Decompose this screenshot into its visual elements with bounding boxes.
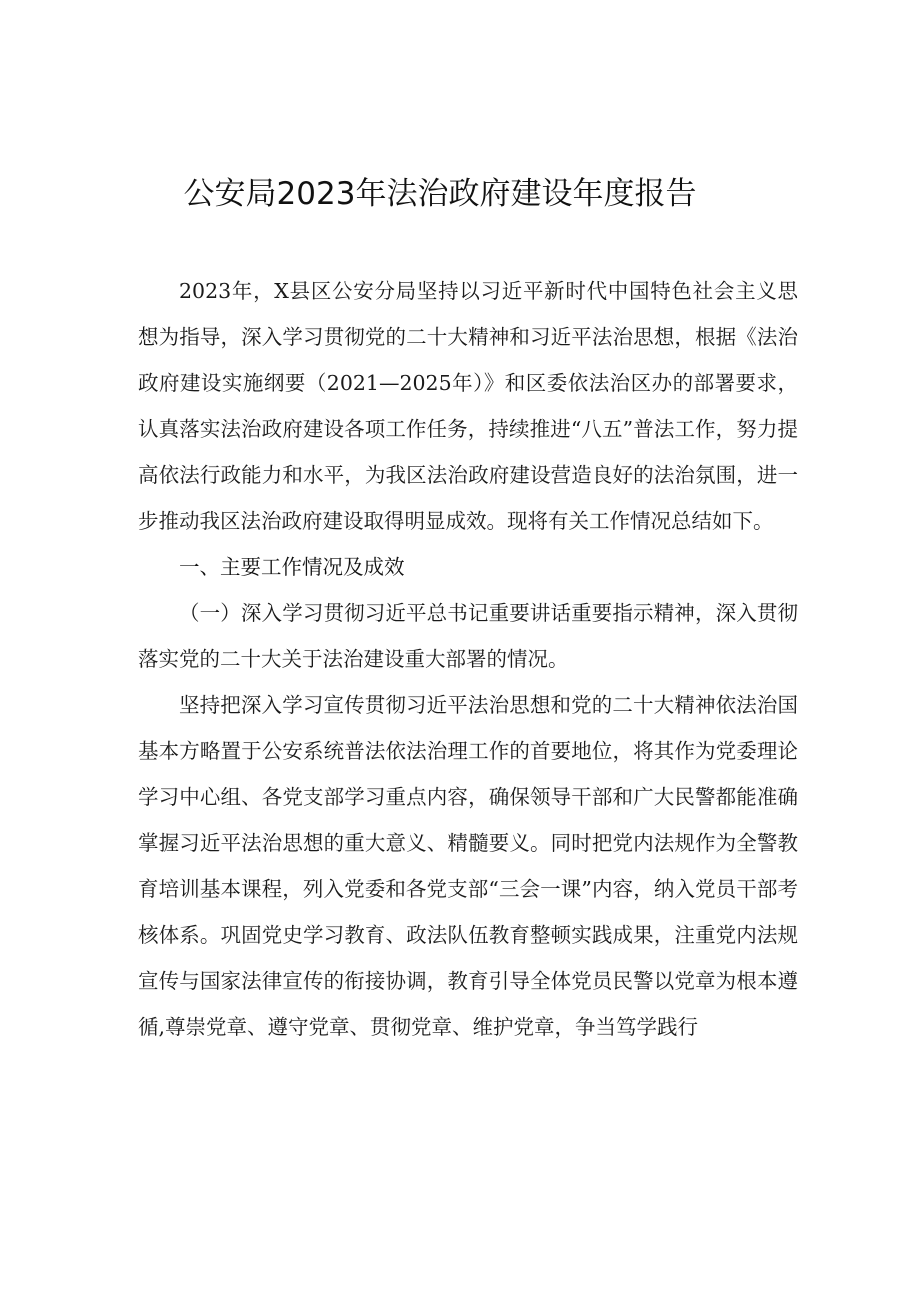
body-paragraph: 坚持把深入学习宣传贯彻习近平法治思想和党的二十大精神依法治国基本方略置于公安系统普法依法治理工作的首要地位，将其作为党委理论学习中心组、各党支部学习重点内容，确保领导干部和广大民警都能准确掌握习近平法治思想的重大意义、精髓要义。同时把党内法规作为全警教育培训基本课程，列入党委和各党支部“三会一课”内容，纳入党员干部考核体系。巩固党史学习教育、政法队伍教育整顿实践成果，注重党内法规宣传与国家法律宣传的衔接协调，教育引导全体党员民警以党章为根本遵循,尊崇党章、遵守党章、贯彻党章、维护党章，争当笃学践行 <box>138 693 798 1039</box>
intro-paragraph: 2023年，X县区公安分局坚持以习近平新时代中国特色社会主义思想为指导，深入学习贯彻党的二十大精神和习近平法治思想，根据《法治政府建设实施纲要（2021—2025年）》和区委依法治区办的部署要求，认真落实法治政府建设各项工作任务，持续推进“八五”普法工作，努力提高依法行政能力和水平，为我区法治政府建设营造良好的法治氛围，进一步推动我区法治政府建设取得明显成效。现将有关工作情况总结如下。 <box>138 279 798 533</box>
document-title: 公安局2023年法治政府建设年度报告 <box>183 176 697 212</box>
subsection-heading: （一）深入学习贯彻习近平总书记重要讲话重要指示精神，深入贯彻落实党的二十大关于法治建设重大部署的情况。 <box>138 601 798 671</box>
document-body <box>138 268 798 1050</box>
section-heading: 一、主要工作情况及成效 <box>179 555 405 579</box>
